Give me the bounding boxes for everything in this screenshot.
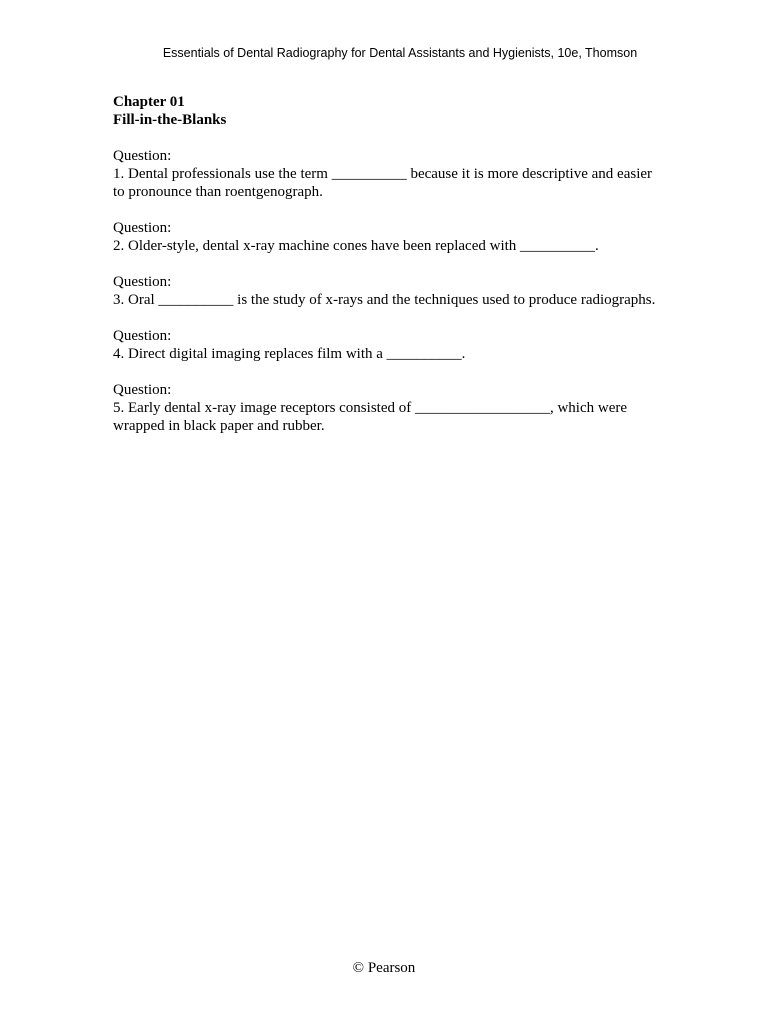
question-item [113,147,661,201]
document-body [113,93,661,453]
question-item [113,219,661,255]
question-item [113,327,661,363]
question-text: 1. Dental professionals use the term __________ because it is more descriptive and easier to pronounce than roentgenograph. [113,166,653,200]
question-text: 5. Early dental x-ray image receptors consisted of __________________, which were wrapped in black paper and rubber. [113,400,628,434]
question-item [113,381,661,435]
question-label: Question: [113,148,172,164]
page-header: Essentials of Dental Radiography for Dental Assistants and Hygienists, 10e, Thomson [162,46,638,60]
question-text: 4. Direct digital imaging replaces film with a __________. [113,346,466,362]
question-label: Question: [113,328,172,344]
question-item [113,273,661,309]
page-footer: © Pearson [352,960,416,976]
question-label: Question: [113,220,172,236]
question-label: Question: [113,274,172,290]
question-text: 2. Older-style, dental x-ray machine cones have been replaced with __________. [113,238,599,254]
question-text: 3. Oral __________ is the study of x-rays and the techniques used to produce radiographs. [113,292,656,308]
section-title: Fill-in-the-Blanks [113,112,227,128]
question-label: Question: [113,382,172,398]
chapter-title: Chapter 01 [113,94,185,110]
